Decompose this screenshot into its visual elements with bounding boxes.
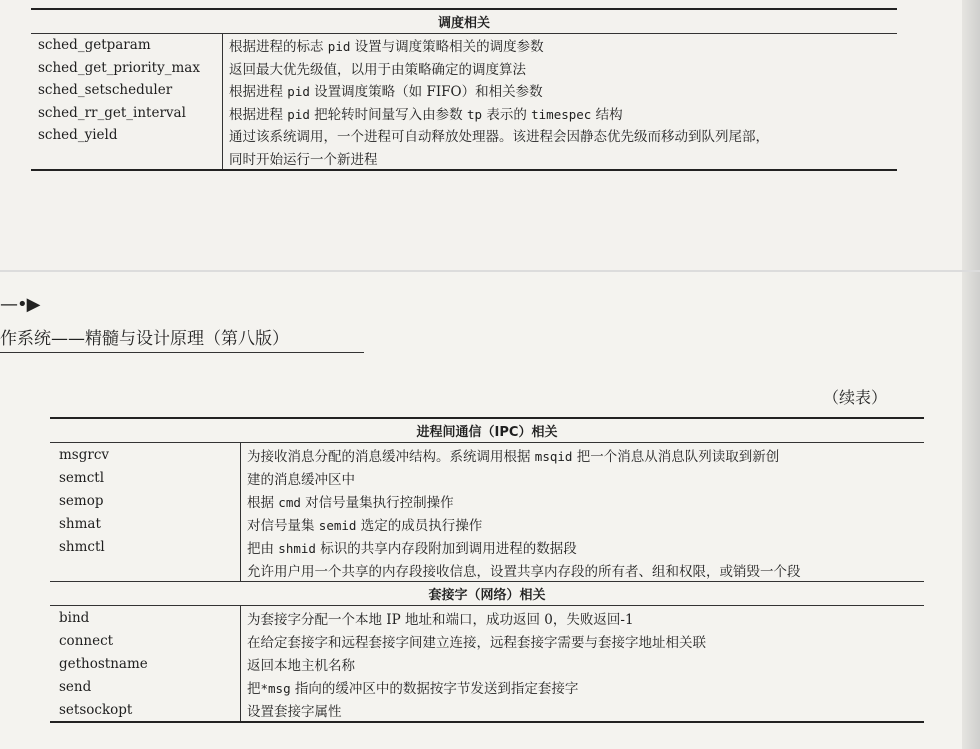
book-title: 作系统——精髓与设计原理（第八版） [0, 329, 289, 349]
table-row [50, 489, 924, 512]
syscall-description [241, 652, 925, 675]
bottom-page-fragment [0, 272, 980, 749]
syscall-description [223, 34, 898, 57]
code-identifier: timespec [531, 106, 592, 122]
syscall-description [223, 147, 898, 171]
syscall-description [241, 443, 925, 467]
syscall-description [223, 57, 898, 80]
syscall-name-shmat: shmat [50, 512, 241, 535]
desc-text: 表示的 [482, 106, 532, 123]
continued-label: （续表） [823, 388, 888, 407]
table-row [50, 558, 924, 582]
syscall-name-shmctl: shmctl [50, 535, 241, 558]
syscall-name-semop: semop [50, 489, 241, 512]
ipc-socket-syscall-table [50, 417, 924, 723]
desc-text: 设置套接字属性 [247, 703, 342, 720]
table-row [50, 466, 924, 489]
page-edge-shadow [962, 272, 980, 749]
syscall-description [241, 698, 925, 722]
code-identifier: pid [287, 106, 310, 122]
syscall-name-blank [50, 558, 241, 582]
desc-text: 根据进程 [229, 106, 288, 123]
syscall-description [223, 79, 898, 102]
syscall-name-blank [31, 147, 223, 171]
code-identifier: semid [318, 517, 357, 533]
desc-text: 根据进程的标志 [229, 39, 328, 56]
code-identifier: shmid [278, 540, 316, 556]
desc-text: 对信号量集 [247, 517, 319, 534]
table-row [31, 102, 897, 125]
code-identifier: pid [327, 39, 351, 55]
table-row [50, 629, 924, 652]
code-identifier: pid [287, 84, 310, 100]
code-identifier: tp [466, 106, 483, 122]
desc-text: 指向的缓冲区中的数据按字节发送到指定套接字 [290, 680, 579, 697]
desc-text: 对信号量集执行控制操作 [300, 494, 454, 511]
syscall-name-sched-get-priority-max: sched_get_priority_max [31, 57, 223, 80]
desc-text: 返回本地主机名称 [247, 657, 355, 674]
table-row [31, 124, 897, 147]
code-identifier: *msg [260, 680, 291, 696]
title-underline [0, 352, 364, 353]
syscall-name-gethostname: gethostname [50, 652, 241, 675]
scheduling-syscall-table [31, 8, 897, 171]
desc-text: 设置调度策略（如 FIFO）和相关参数 [309, 84, 543, 101]
category-header: 调度相关 [31, 9, 897, 34]
table-row [50, 443, 924, 467]
syscall-name-sched-yield: sched_yield [31, 124, 223, 147]
syscall-name-sched-setscheduler: sched_setscheduler [31, 79, 223, 102]
syscall-description [241, 675, 925, 698]
category-header-row [50, 418, 924, 443]
top-page-fragment [0, 0, 980, 270]
desc-text: 标识的共享内存段附加到调用进程的数据段 [315, 540, 577, 557]
section-marker: —•▶ [0, 294, 40, 315]
syscall-description [223, 124, 898, 147]
table-row [31, 34, 897, 57]
desc-text: 通过该系统调用，一个进程可自动释放处理器。该进程会因静态优先级而移动到队列尾部， [229, 129, 769, 146]
desc-text: 为接收消息分配的消息缓冲结构。系统调用根据 [247, 448, 535, 465]
table-row [50, 675, 924, 698]
desc-text: 把 [247, 680, 261, 697]
code-identifier: cmd [278, 494, 301, 510]
desc-text: 选定的成员执行操作 [356, 517, 483, 534]
table-row [31, 79, 897, 102]
table-row [50, 698, 924, 722]
syscall-name-send: send [50, 675, 241, 698]
syscall-description [223, 102, 898, 125]
syscall-description [241, 606, 925, 630]
category-header: 套接字（网络）相关 [50, 582, 924, 606]
syscall-name-setsockopt: setsockopt [50, 698, 241, 722]
syscall-description [241, 629, 925, 652]
desc-text: 把轮转时间量写入由参数 [309, 106, 467, 123]
table-row [50, 512, 924, 535]
desc-text: 把由 [247, 540, 279, 557]
syscall-description [241, 489, 925, 512]
category-header: 进程间通信（IPC）相关 [50, 418, 924, 443]
table-row [31, 57, 897, 80]
desc-text: 返回最大优先级值，以用于由策略确定的调度算法 [229, 61, 526, 78]
syscall-description [241, 512, 925, 535]
desc-text: 允许用户用一个共享的内存段接收信息，设置共享内存段的所有者、组和权限，或销毁一个段 [247, 563, 801, 580]
syscall-name-sched-getparam: sched_getparam [31, 34, 223, 57]
category-header-row [50, 582, 924, 606]
desc-text: 根据 [247, 494, 279, 511]
table-row [50, 535, 924, 558]
desc-text: 为套接字分配一个本地 IP 地址和端口，成功返回 0，失败返回-1 [247, 611, 634, 628]
desc-text: 把一个消息从消息队列读取到新创 [572, 448, 780, 465]
desc-text: 设置与调度策略相关的调度参数 [350, 39, 544, 56]
syscall-name-msgrcv: msgrcv [50, 443, 241, 467]
table-row [50, 652, 924, 675]
category-header-row [31, 9, 897, 34]
syscall-name-sched-rr-get-interval: sched_rr_get_interval [31, 102, 223, 125]
syscall-name-bind: bind [50, 606, 241, 630]
syscall-description [241, 535, 925, 558]
page-edge-shadow [962, 0, 980, 270]
syscall-description [241, 558, 925, 582]
desc-text: 建的消息缓冲区中 [247, 471, 355, 488]
desc-text: 在给定套接字和远程套接字间建立连接，远程套接字需要与套接字地址相关联 [247, 634, 706, 651]
syscall-name-connect: connect [50, 629, 241, 652]
code-identifier: msqid [534, 448, 573, 464]
desc-text: 根据进程 [229, 84, 288, 101]
table-row [31, 147, 897, 171]
syscall-name-semctl: semctl [50, 466, 241, 489]
table-row [50, 606, 924, 630]
desc-text: 结构 [591, 106, 623, 123]
syscall-description [241, 466, 925, 489]
desc-text: 同时开始运行一个新进程 [229, 151, 378, 168]
